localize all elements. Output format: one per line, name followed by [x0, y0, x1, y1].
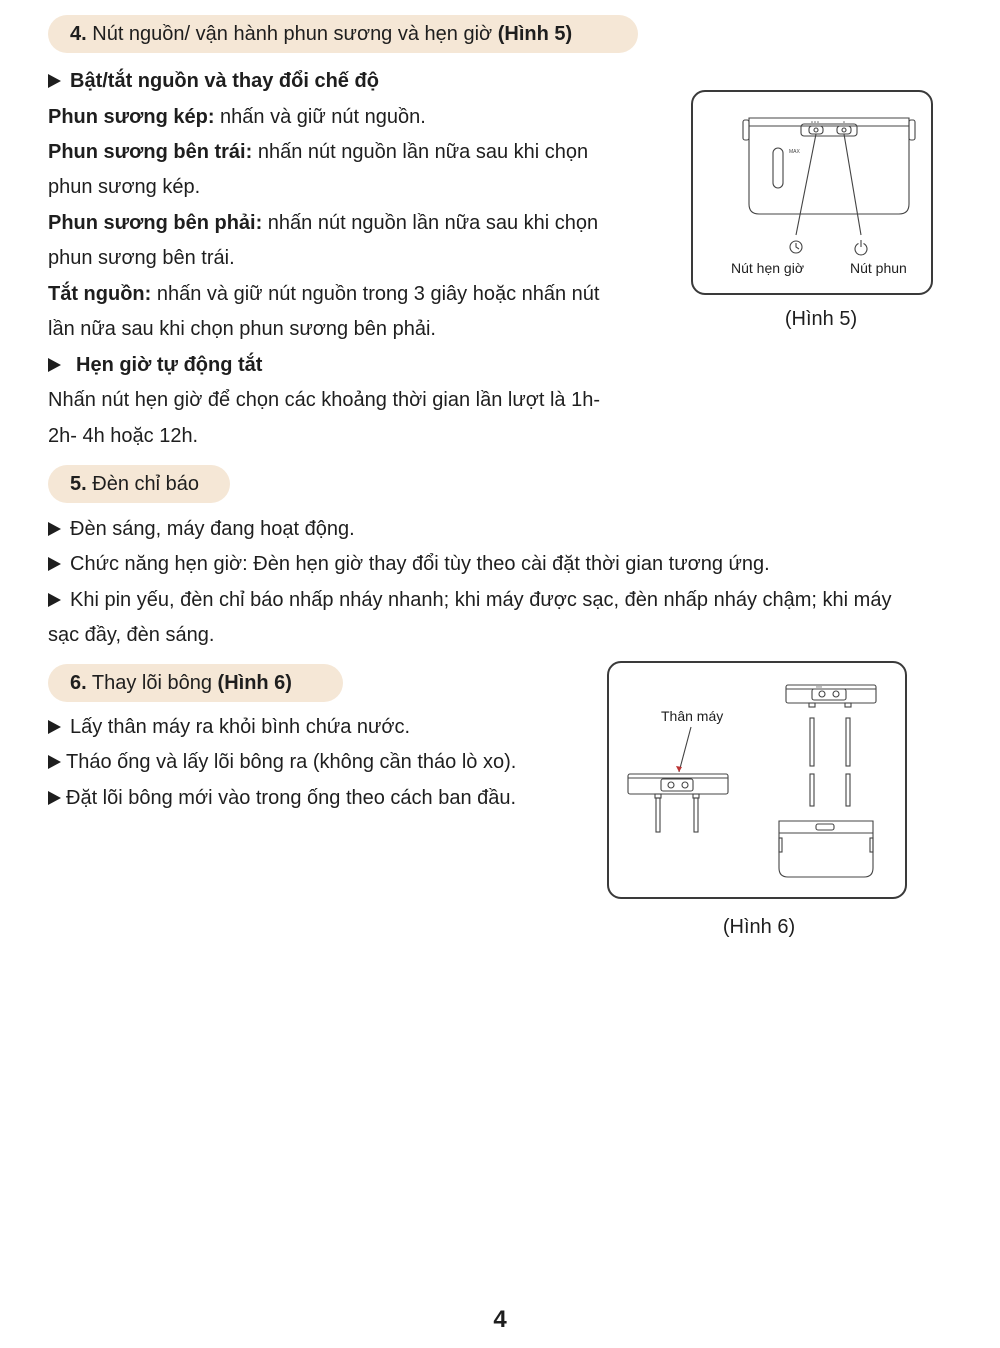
section-6-number: 6.	[70, 672, 87, 694]
section-4-heading	[48, 15, 638, 53]
figure-6-frame	[607, 661, 907, 899]
paragraph-line: sạc đầy, đèn sáng.	[48, 624, 215, 646]
triangle-bullet-icon	[48, 791, 61, 805]
subheading-power-mode: Bật/tắt nguồn và thay đổi chế độ	[48, 64, 379, 99]
figure-6-caption: (Hình 6)	[722, 916, 796, 938]
section-6-heading	[48, 664, 343, 702]
bullet-item: Đèn sáng, máy đang hoạt động.	[48, 512, 355, 547]
bullet-item: Tháo ống và lấy lõi bông ra (không cần tháo lò xo).	[48, 745, 516, 780]
label-spray-button: Nút phun	[850, 260, 907, 276]
triangle-bullet-icon	[48, 522, 61, 536]
label-timer-button: Nút hẹn giờ	[731, 260, 805, 276]
triangle-bullet-icon	[48, 358, 61, 372]
section-5-title: Đèn chỉ báo	[92, 473, 199, 495]
label-machine-body: Thân máy	[661, 708, 724, 724]
paragraph-line: lần nữa sau khi chọn phun sương bên phải.	[48, 318, 436, 340]
section-6-figure-ref: (Hình 6)	[217, 672, 292, 694]
paragraph-line: phun sương bên trái.	[48, 247, 235, 269]
bullet-item: Đặt lõi bông mới vào trong ống theo cách ban đầu.	[48, 781, 516, 816]
subheading-timer: Hẹn giờ tự động tắt	[48, 348, 262, 383]
figure-5-frame	[691, 90, 933, 295]
figure-5-caption: (Hình 5)	[784, 308, 858, 330]
bullet-item: Khi pin yếu, đèn chỉ báo nhấp nháy nhanh; khi máy được sạc, đèn nhấp nháy chậm; khi máy	[48, 583, 891, 618]
section-6-title: Thay lõi bông	[91, 672, 212, 694]
section-5-number: 5.	[70, 473, 87, 495]
section-4-title: Nút nguồn/ vận hành phun sương và hẹn giờ	[92, 23, 493, 45]
cotton-core-replacement-illustration	[609, 663, 905, 897]
paragraph-line: phun sương kép.	[48, 176, 201, 198]
section-5-heading	[48, 465, 230, 503]
page-number: 4	[493, 1306, 507, 1333]
paragraph-line: Phun sương bên trái: nhấn nút nguồn lần nữa sau khi chọn	[48, 141, 589, 163]
triangle-bullet-icon	[48, 755, 61, 769]
section-4-number: 4.	[70, 23, 87, 45]
paragraph-line: Nhấn nút hẹn giờ để chọn các khoảng thời gian lần lượt là 1h-	[48, 389, 600, 411]
paragraph-line: Phun sương bên phải: nhấn nút nguồn lần nữa sau khi chọn	[48, 212, 599, 234]
paragraph-line: 2h- 4h hoặc 12h.	[48, 425, 199, 447]
triangle-bullet-icon	[48, 593, 61, 607]
max-mark: MAX	[789, 149, 800, 155]
bullet-item: Chức năng hẹn giờ: Đèn hẹn giờ thay đổi tùy theo cài đặt thời gian tương ứng.	[48, 547, 770, 582]
section-4-figure-ref: (Hình 5)	[497, 23, 573, 45]
bullet-item: Lấy thân máy ra khỏi bình chứa nước.	[48, 710, 410, 745]
paragraph-line: Tắt nguồn: nhấn và giữ nút nguồn trong 3 giây hoặc nhấn nút	[48, 283, 600, 305]
triangle-bullet-icon	[48, 720, 61, 734]
triangle-bullet-icon	[48, 557, 61, 571]
triangle-bullet-icon	[48, 74, 61, 88]
paragraph-line: Phun sương kép: nhấn và giữ nút nguồn.	[48, 106, 426, 128]
